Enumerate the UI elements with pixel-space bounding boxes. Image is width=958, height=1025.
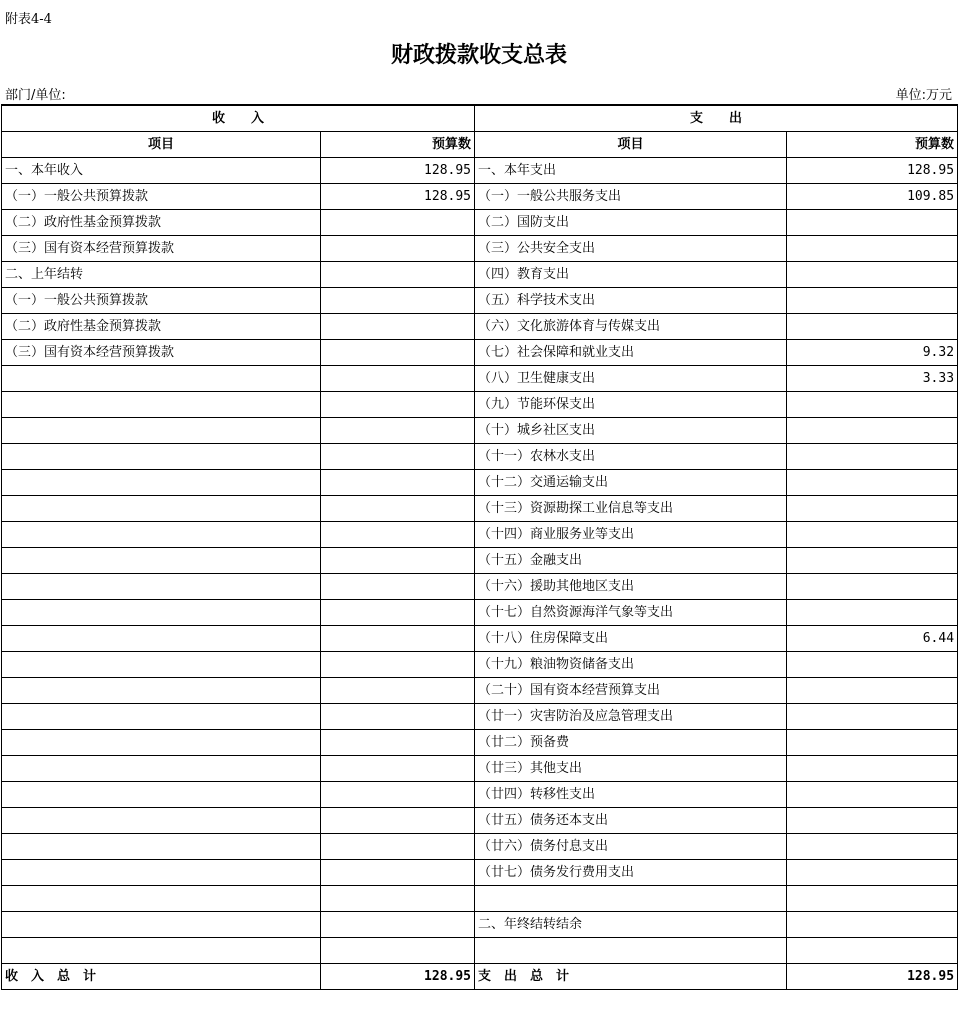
expense-value-cell (787, 756, 958, 782)
expense-item-cell: （十五）金融支出 (475, 548, 787, 574)
expense-value-cell (787, 730, 958, 756)
expense-value-cell (787, 548, 958, 574)
income-value-cell (321, 392, 475, 418)
expense-item-cell (475, 886, 787, 912)
table-row (2, 496, 958, 522)
expense-item-cell: （廿五）债务还本支出 (475, 808, 787, 834)
income-item-cell (2, 548, 321, 574)
income-item-cell (2, 756, 321, 782)
income-item-cell (2, 626, 321, 652)
expense-item-cell: （廿四）转移性支出 (475, 782, 787, 808)
expense-item-cell: （十八）住房保障支出 (475, 626, 787, 652)
income-item-cell (2, 418, 321, 444)
table-row (2, 678, 958, 704)
income-value-cell (321, 860, 475, 886)
expense-value-cell: 6.44 (787, 626, 958, 652)
income-total-value: 128.95 (321, 964, 475, 990)
table-row (2, 236, 958, 262)
expense-value-cell (787, 574, 958, 600)
expense-value-cell (787, 314, 958, 340)
expense-value-cell: 128.95 (787, 158, 958, 184)
expense-item-cell: （二十）国有资本经营预算支出 (475, 678, 787, 704)
income-value-cell (321, 496, 475, 522)
income-item-cell (2, 600, 321, 626)
table-row (2, 782, 958, 808)
income-value-cell (321, 886, 475, 912)
expense-item-cell: （廿三）其他支出 (475, 756, 787, 782)
expense-value-cell (787, 834, 958, 860)
expense-value-cell (787, 418, 958, 444)
income-item-cell (2, 886, 321, 912)
table-row (2, 288, 958, 314)
expense-item-cell: 一、本年支出 (475, 158, 787, 184)
expense-item-cell: （十一）农林水支出 (475, 444, 787, 470)
income-value-cell (321, 470, 475, 496)
income-value-cell (321, 418, 475, 444)
expense-value-cell (787, 262, 958, 288)
income-value-cell (321, 340, 475, 366)
expense-value-cell (787, 288, 958, 314)
department-label: 部门/单位: (5, 88, 66, 103)
income-value-cell (321, 600, 475, 626)
income-item-cell (2, 496, 321, 522)
expense-value-cell (787, 470, 958, 496)
group-header-row (2, 105, 958, 132)
expense-item-cell: （二）国防支出 (475, 210, 787, 236)
table-row (2, 808, 958, 834)
expense-value-cell (787, 236, 958, 262)
income-item-cell (2, 912, 321, 938)
income-value-cell: 128.95 (321, 184, 475, 210)
income-item-cell: （一）一般公共预算拨款 (2, 288, 321, 314)
expense-item-cell: （廿一）灾害防治及应急管理支出 (475, 704, 787, 730)
expense-value-cell (787, 704, 958, 730)
income-value-cell (321, 574, 475, 600)
income-item-cell: （一）一般公共预算拨款 (2, 184, 321, 210)
income-item-cell: （三）国有资本经营预算拨款 (2, 340, 321, 366)
expense-item-cell (475, 938, 787, 964)
income-value-cell (321, 834, 475, 860)
table-row (2, 314, 958, 340)
income-item-cell (2, 808, 321, 834)
table-row (2, 626, 958, 652)
income-budget-header: 预算数 (321, 132, 475, 158)
income-item-cell: 二、上年结转 (2, 262, 321, 288)
expense-item-cell: （四）教育支出 (475, 262, 787, 288)
expense-value-cell (787, 444, 958, 470)
income-value-cell (321, 626, 475, 652)
table-row (2, 860, 958, 886)
table-row (2, 704, 958, 730)
income-value-cell (321, 548, 475, 574)
expense-item-cell: （一）一般公共服务支出 (475, 184, 787, 210)
budget-table (1, 104, 958, 990)
expense-budget-header: 预算数 (787, 132, 958, 158)
table-row (2, 938, 958, 964)
table-row (2, 444, 958, 470)
table-row (2, 470, 958, 496)
income-value-cell (321, 678, 475, 704)
expense-value-cell (787, 522, 958, 548)
expense-value-cell (787, 600, 958, 626)
income-item-cell (2, 366, 321, 392)
income-value-cell (321, 262, 475, 288)
income-item-cell (2, 470, 321, 496)
table-row (2, 158, 958, 184)
income-item-cell: （二）政府性基金预算拨款 (2, 314, 321, 340)
expense-item-cell: （十）城乡社区支出 (475, 418, 787, 444)
income-value-cell (321, 236, 475, 262)
table-row (2, 756, 958, 782)
income-value-cell (321, 782, 475, 808)
expense-item-cell: （十六）援助其他地区支出 (475, 574, 787, 600)
income-value-cell (321, 314, 475, 340)
income-value-cell (321, 730, 475, 756)
income-group-header: 收 入 (2, 105, 475, 132)
income-value-cell (321, 704, 475, 730)
table-row (2, 548, 958, 574)
table-row (2, 210, 958, 236)
expense-item-cell: （七）社会保障和就业支出 (475, 340, 787, 366)
expense-item-cell: （三）公共安全支出 (475, 236, 787, 262)
expense-item-cell: （十四）商业服务业等支出 (475, 522, 787, 548)
expense-item-cell: （廿七）债务发行费用支出 (475, 860, 787, 886)
table-row (2, 262, 958, 288)
expense-item-cell: （十七）自然资源海洋气象等支出 (475, 600, 787, 626)
expense-value-cell (787, 912, 958, 938)
income-total-label: 收 入 总 计 (2, 964, 321, 990)
income-value-cell (321, 652, 475, 678)
expense-value-cell (787, 782, 958, 808)
income-item-cell (2, 860, 321, 886)
income-item-cell (2, 652, 321, 678)
expense-value-cell: 3.33 (787, 366, 958, 392)
expense-value-cell (787, 678, 958, 704)
income-value-cell (321, 912, 475, 938)
table-row (2, 184, 958, 210)
expense-item-cell: （五）科学技术支出 (475, 288, 787, 314)
expense-value-cell (787, 886, 958, 912)
table-row (2, 600, 958, 626)
table-row (2, 574, 958, 600)
income-item-cell: （三）国有资本经营预算拨款 (2, 236, 321, 262)
expense-group-header: 支 出 (475, 105, 958, 132)
expense-item-cell: （九）节能环保支出 (475, 392, 787, 418)
expense-value-cell (787, 496, 958, 522)
income-item-cell (2, 522, 321, 548)
expense-item-cell: （廿二）预备费 (475, 730, 787, 756)
income-item-cell (2, 704, 321, 730)
income-value-cell (321, 366, 475, 392)
expense-item-header: 项目 (475, 132, 787, 158)
expense-item-cell: （廿六）债务付息支出 (475, 834, 787, 860)
table-row (2, 652, 958, 678)
expense-value-cell (787, 938, 958, 964)
income-value-cell (321, 808, 475, 834)
income-item-cell (2, 392, 321, 418)
income-value-cell (321, 444, 475, 470)
table-row (2, 418, 958, 444)
expense-item-cell: 二、年终结转结余 (475, 912, 787, 938)
page-title: 财政拨款收支总表 (390, 42, 567, 68)
income-value-cell (321, 522, 475, 548)
income-item-cell (2, 834, 321, 860)
table-row (2, 886, 958, 912)
expense-value-cell (787, 652, 958, 678)
income-item-cell: 一、本年收入 (2, 158, 321, 184)
expense-value-cell: 109.85 (787, 184, 958, 210)
column-header-row (2, 132, 958, 158)
income-value-cell (321, 210, 475, 236)
table-row (2, 730, 958, 756)
table-row (2, 912, 958, 938)
expense-item-cell: （六）文化旅游体育与传媒支出 (475, 314, 787, 340)
attachment-number: 附表4-4 (5, 12, 52, 27)
unit-label: 单位:万元 (895, 88, 952, 103)
expense-value-cell (787, 860, 958, 886)
table-row (2, 392, 958, 418)
expense-item-cell: （十九）粮油物资储备支出 (475, 652, 787, 678)
income-item-cell (2, 782, 321, 808)
income-item-cell (2, 444, 321, 470)
expense-value-cell (787, 808, 958, 834)
income-item-cell (2, 730, 321, 756)
income-value-cell (321, 288, 475, 314)
expense-item-cell: （十三）资源勘探工业信息等支出 (475, 496, 787, 522)
table-row (2, 340, 958, 366)
expense-value-cell (787, 392, 958, 418)
income-item-cell (2, 574, 321, 600)
income-item-cell: （二）政府性基金预算拨款 (2, 210, 321, 236)
income-item-cell (2, 678, 321, 704)
expense-total-value: 128.95 (787, 964, 958, 990)
income-value-cell: 128.95 (321, 158, 475, 184)
income-item-header: 项目 (2, 132, 321, 158)
expense-item-cell: （八）卫生健康支出 (475, 366, 787, 392)
expense-item-cell: （十二）交通运输支出 (475, 470, 787, 496)
income-value-cell (321, 756, 475, 782)
income-item-cell (2, 938, 321, 964)
expense-value-cell (787, 210, 958, 236)
totals-row (2, 964, 958, 990)
table-row (2, 366, 958, 392)
income-value-cell (321, 938, 475, 964)
table-row (2, 522, 958, 548)
expense-total-label: 支 出 总 计 (475, 964, 787, 990)
table-row (2, 834, 958, 860)
expense-value-cell: 9.32 (787, 340, 958, 366)
